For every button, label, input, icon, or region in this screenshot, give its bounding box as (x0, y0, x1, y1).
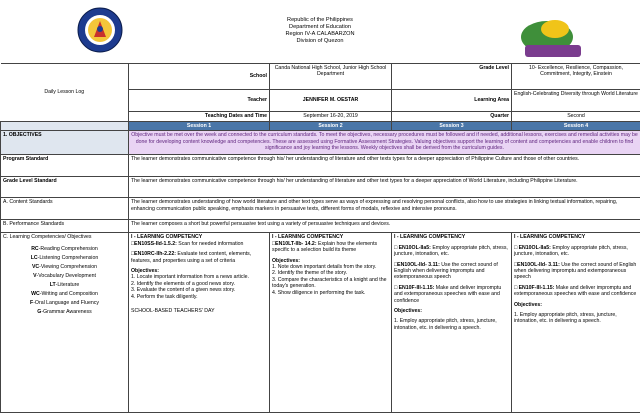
learning-competencies-label: C. Learning Competencies/ Objectives (3, 234, 92, 241)
legend-lc: LC-Listening Comprehension (30, 254, 99, 261)
competency-item: □ EN10OL-IIa5: Employ appropriate pitch, stress, juncture, intonation, etc. (394, 244, 508, 258)
header-line-3: Region IV-A CALABARZON (285, 31, 355, 37)
learning-area-label: Learning Area (392, 90, 512, 112)
objectives-text: Objective must be met over the week and connected to the curriculum standards. To meet the objectives, necessary procedures must be followed and if needed, additional lessons, exercises and remedial activities may be done for developing content knowledge and competencies. These are assessed using Formative Assessment Strategies. Valuing objectives support the learning of content and competencies and enable children to find significance and joy learning the lessons. Weekly objectives shall be derived from the curriculum guides. (129, 131, 640, 155)
performance-standards-row (1, 220, 640, 233)
competency-heading: I - LEARNING COMPETENCY (514, 234, 586, 241)
daily-lesson-log-title: Daily Lesson Log (1, 64, 129, 122)
objective-item: 1. Note down important details from the story. (272, 264, 377, 271)
content-standards-label: A. Content Standards (1, 198, 129, 220)
content-standards-text: The learner demonstrates understanding of how world literature and other text types serve as ways of expressing and resolving personal conflicts, also how to use strategies in linking textual information, repairing, enhancing communication public speaking, emphasis markers in persuasive texts, different forms of modals, reflexive and intensive pronouns. (129, 198, 640, 220)
document-header (0, 0, 640, 62)
quezon-logo-icon (517, 19, 587, 61)
competency-heading: I - LEARNING COMPETENCY (394, 234, 466, 241)
legend-wc: WC-Writing and Composition (31, 290, 98, 297)
objective-item: 2. Identify the theme of the story. (272, 270, 348, 277)
session-1-competency (129, 233, 270, 413)
session-4-header: Session 4 (512, 122, 640, 131)
dates-value: September 16-20, 2019 (270, 112, 392, 122)
quarter-value: Second (512, 112, 640, 122)
teacher-label: Teacher (129, 90, 270, 112)
competency-heading: I - LEARNING COMPETENCY (272, 234, 344, 241)
competency-item: □ EN10F-III-1.15: Make and deliver impromptu and extemporaneous speeches with ease and confidence (514, 284, 637, 298)
deped-seal-icon (77, 7, 123, 53)
legend-g: G-Grammar Awareness (37, 308, 92, 315)
objective-item: 3. Evaluate the content of a given news story. (131, 287, 236, 294)
learning-competencies-cell (1, 233, 129, 413)
session-3-competency (392, 233, 512, 413)
competency-item: □EN10RC-IIh-2.22: Evaluate text content, elements, features, and properties using a set of criteria (131, 251, 252, 264)
header-line-2: Department of Education (289, 24, 351, 30)
grade-level-value: 10- Excellence, Resilience, Compassion, Commitment, Integrity, Einstein (512, 64, 640, 90)
learning-area-value: English-Celebrating Diversity through World Literature (512, 90, 640, 112)
objectives-heading: Objectives: (272, 257, 300, 264)
session-2-competency (270, 233, 392, 413)
grade-level-standard-text: The learner demonstrates communicative competence through his/ her understanding of literature and other text types for a deeper appreciation of World Literature, including Philippine Literature. (129, 177, 640, 198)
legend-lt: LT-Literature (49, 281, 80, 288)
header-line-1: Republic of the Philippines (287, 17, 353, 23)
grade-level-standard-row (1, 177, 640, 198)
legend-f: F-Oral Language and Fluency (30, 299, 99, 306)
program-standard-row (1, 155, 640, 177)
session-header-row (1, 122, 640, 131)
performance-standards-text: The learner composes a short but powerful persuasive text using a variety of persuasive techniques and devices. (129, 220, 640, 233)
school-value: Canda National High School, Junior High School Department (270, 64, 392, 90)
objective-item: 3. Compare the characteristics of a knight and the today's generation. (272, 276, 387, 290)
program-standard-label: Program Standard (1, 155, 129, 177)
objective-item: 1. Employ appropriate pitch, stress, juncture, intonation, etc. in delivering a speech. (394, 318, 497, 331)
competency-item: □EN10SS-IId-1.5.2: Scan for needed information (131, 240, 244, 247)
lesson-log-table (0, 63, 640, 413)
objectives-heading: Objectives: (131, 268, 159, 275)
objective-item: 4. Perform the task diligently. (131, 293, 198, 300)
teacher-name: JENNIFER M. OESTAR (270, 90, 392, 112)
program-standard-text: The learner demonstrates communicative competence through his/ her understanding of literature and other texts types for a deeper appreciation of Philippine Culture and those of other countries. (129, 155, 640, 177)
grade-level-label: Grade Level (392, 64, 512, 90)
content-standards-row (1, 198, 640, 220)
legend-vc: VC-Viewing Comprehension (31, 263, 98, 270)
objectives-heading: Objectives: (514, 301, 542, 308)
competency-heading: I - LEARNING COMPETENCY (131, 234, 203, 241)
session-3-header: Session 3 (392, 122, 512, 131)
competency-item: □EN10OL-IId- 3.11: Use the correct sound of English when delivering impromptu and extemporaneous speech (394, 261, 498, 281)
grade-level-standard-label: Grade Level Standard (1, 177, 129, 198)
competency-item: □EN10LT-IIb- 14.2: Explain how the elements specific to a selection build its theme (272, 240, 378, 254)
objective-item: 4. Show diligence in performing the task. (272, 289, 366, 296)
objective-item: 2. Identify the elements of a good news story. (131, 280, 235, 287)
quarter-label: Quarter (392, 112, 512, 122)
performance-standards-label: B. Performance Standards (1, 220, 129, 233)
objectives-label: 1. OBJECTIVES (1, 131, 129, 155)
session-4-competency (512, 233, 640, 413)
header-line-4: Division of Quezon (296, 38, 344, 44)
objectives-heading: Objectives: (394, 308, 422, 315)
dates-label: Teaching Dates and Time (129, 112, 270, 122)
competency-item: □EN10OL-IId- 3.11: Use the correct sound of English when delivering impromptu and extemporaneous speech (514, 261, 637, 281)
info-row-school (1, 64, 640, 90)
objectives-row (1, 131, 640, 155)
competencies-row (1, 233, 640, 413)
legend-v: V-Vocabulary Development (33, 272, 96, 279)
objective-item: 1. Employ appropriate pitch, stress, juncture, intonation, etc. in delivering a speech. (514, 312, 617, 325)
competency-item: □ EN10OL-IIa5: Employ appropriate pitch, stress, juncture, intonation, etc. (514, 244, 628, 258)
session-2-header: Session 2 (270, 122, 392, 131)
competency-item: □ EN10F-III-1.15: Make and deliver impromptu and extemporaneous speeches with ease and confidence (394, 284, 502, 304)
objective-item: 1. Locate important information from a news article. (131, 274, 249, 281)
session-1-header: Session 1 (129, 122, 270, 131)
school-label: School (129, 64, 270, 90)
school-based-teachers-day: SCHOOL-BASED TEACHERS' DAY (131, 308, 215, 315)
legend-rc: RC-Reading Comprehension (31, 245, 98, 252)
